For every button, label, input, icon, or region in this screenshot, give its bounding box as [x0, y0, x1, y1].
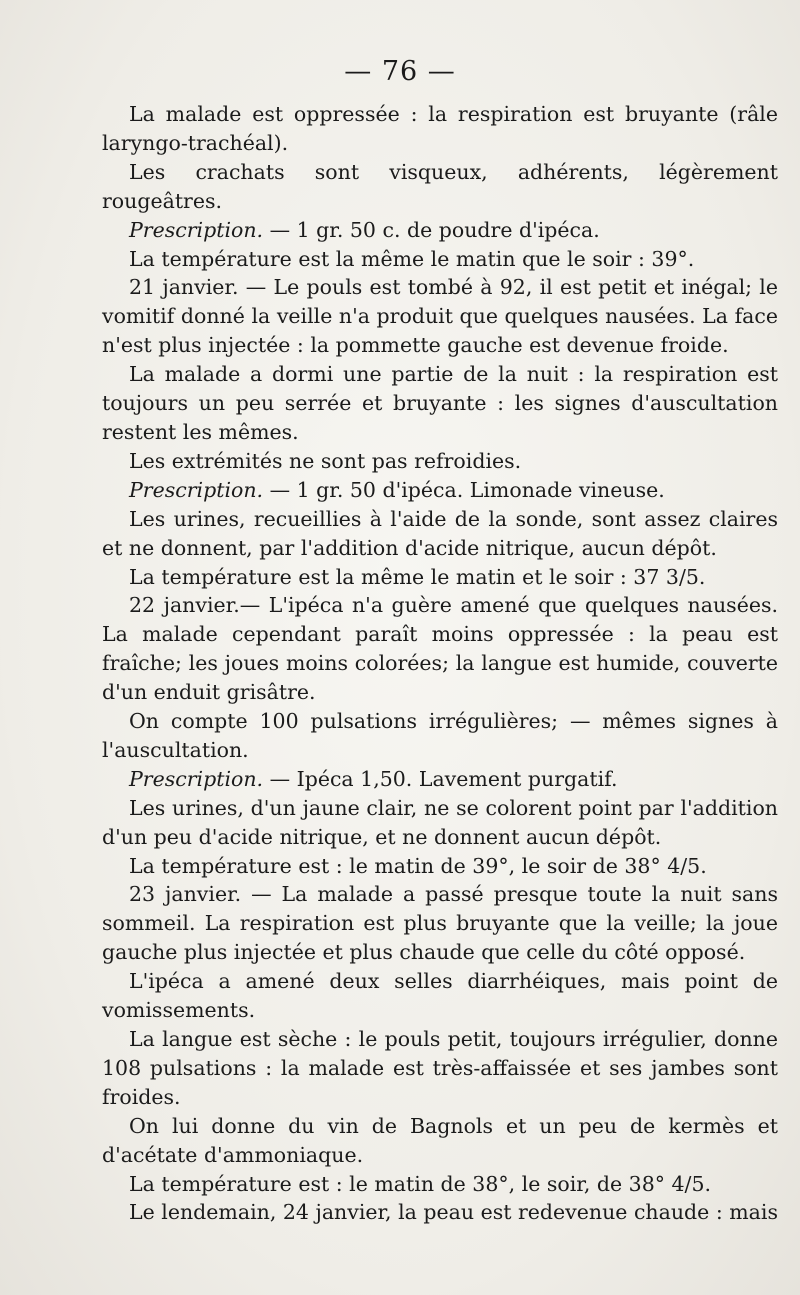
- paragraph-text: On lui donne du vin de Bagnols et un peu de kermès et d'acétate d'ammoniaque.: [102, 1113, 778, 1167]
- paragraph: [102, 1198, 778, 1227]
- paragraph: [102, 360, 778, 447]
- paragraph-text: La température est la même le matin et le soir : 37 3/5.: [129, 564, 706, 589]
- paragraph-text: Les urines, d'un jaune clair, ne se colorent point par l'addition d'un peu d'acide nitrique, et ne donnent aucun dépôt.: [102, 795, 778, 849]
- prescription-heading: Prescription.: [129, 477, 264, 502]
- paragraph: [102, 591, 778, 707]
- paragraph: [102, 100, 778, 158]
- paragraph: [102, 158, 778, 216]
- paragraph: [102, 505, 778, 563]
- paragraph-text: La température est : le matin de 38°, le soir, de 38° 4/5.: [129, 1171, 712, 1196]
- paragraph: [102, 1170, 778, 1199]
- paragraph-text: La température est : le matin de 39°, le soir de 38° 4/5.: [129, 853, 707, 878]
- paragraph-text: Les urines, recueillies à l'aide de la sonde, sont assez claires et ne donnent, par l'addition d'acide nitrique, aucun dépôt.: [102, 506, 778, 560]
- paragraph-text: 21 janvier. — Le pouls est tombé à 92, il est petit et inégal; le vomitif donné la veille n'a produit que quelques nausées. La face n'est plus injectée : la pommette gauche est devenue froide.: [102, 275, 778, 358]
- paragraph-text: La langue est sèche : le pouls petit, toujours irrégulier, donne 108 pulsations : la malade est très-affaissée et ses jambes sont froides.: [102, 1027, 778, 1109]
- paragraph: [102, 216, 778, 245]
- paragraph: [102, 794, 778, 852]
- paragraph-text: — 1 gr. 50 c. de poudre d'ipéca.: [263, 217, 600, 242]
- paragraph: [102, 1025, 778, 1112]
- page-number: — 76 —: [344, 56, 456, 87]
- paragraph-text: 22 janvier.— L'ipéca n'a guère amené que quelques nausées. La malade cependant paraît moins oppressée : la peau est fraîche; les joues moins colorées; la langue est humide, couverte d'un enduit grisâtre.: [102, 593, 778, 705]
- paragraph: [102, 880, 778, 967]
- paragraph: [102, 476, 778, 505]
- paragraph-text: — Ipéca 1,50. Lavement purgatif.: [263, 766, 618, 791]
- paragraph-text: On compte 100 pulsations irrégulières; — mêmes signes à l'auscultation.: [102, 709, 778, 762]
- paragraph-text: La température est la même le matin que le soir : 39°.: [129, 246, 695, 271]
- paragraph-text: La malade a dormi une partie de la nuit : la respiration est toujours un peu serrée et bruyante : les signes d'auscultation restent les mêmes.: [102, 362, 778, 444]
- paragraph-text: — 1 gr. 50 d'ipéca. Limonade vineuse.: [263, 477, 665, 502]
- paragraph-text: Les crachats sont visqueux, adhérents, légèrement rougeâtres.: [102, 159, 778, 213]
- paragraph: [102, 447, 778, 476]
- body-text: [102, 100, 778, 1227]
- prescription-heading: Prescription.: [129, 766, 264, 791]
- paragraph-text: La malade est oppressée : la respiration est bruyante (râle laryngo-trachéal).: [102, 102, 778, 155]
- paragraph-text: Le lendemain, 24 janvier, la peau est redevenue chaude : mais: [129, 1200, 778, 1225]
- paragraph: [102, 967, 778, 1025]
- paragraph: [102, 707, 778, 765]
- paragraph: [102, 273, 778, 360]
- paragraph-text: L'ipéca a amené deux selles diarrhéiques, mais point de vomissements.: [102, 969, 778, 1023]
- prescription-heading: Prescription.: [129, 217, 264, 242]
- paragraph: [102, 1112, 778, 1170]
- paragraph: [102, 852, 778, 881]
- paragraph-text: 23 janvier. — La malade a passé presque toute la nuit sans sommeil. La respiration est plus bruyante que la veille; la joue gauche plus injectée et plus chaude que celle du côté opposé.: [102, 882, 778, 965]
- paragraph: [102, 765, 778, 794]
- paragraph: [102, 563, 778, 592]
- paragraph: [102, 245, 778, 274]
- paragraph-text: Les extrémités ne sont pas refroidies.: [129, 448, 522, 473]
